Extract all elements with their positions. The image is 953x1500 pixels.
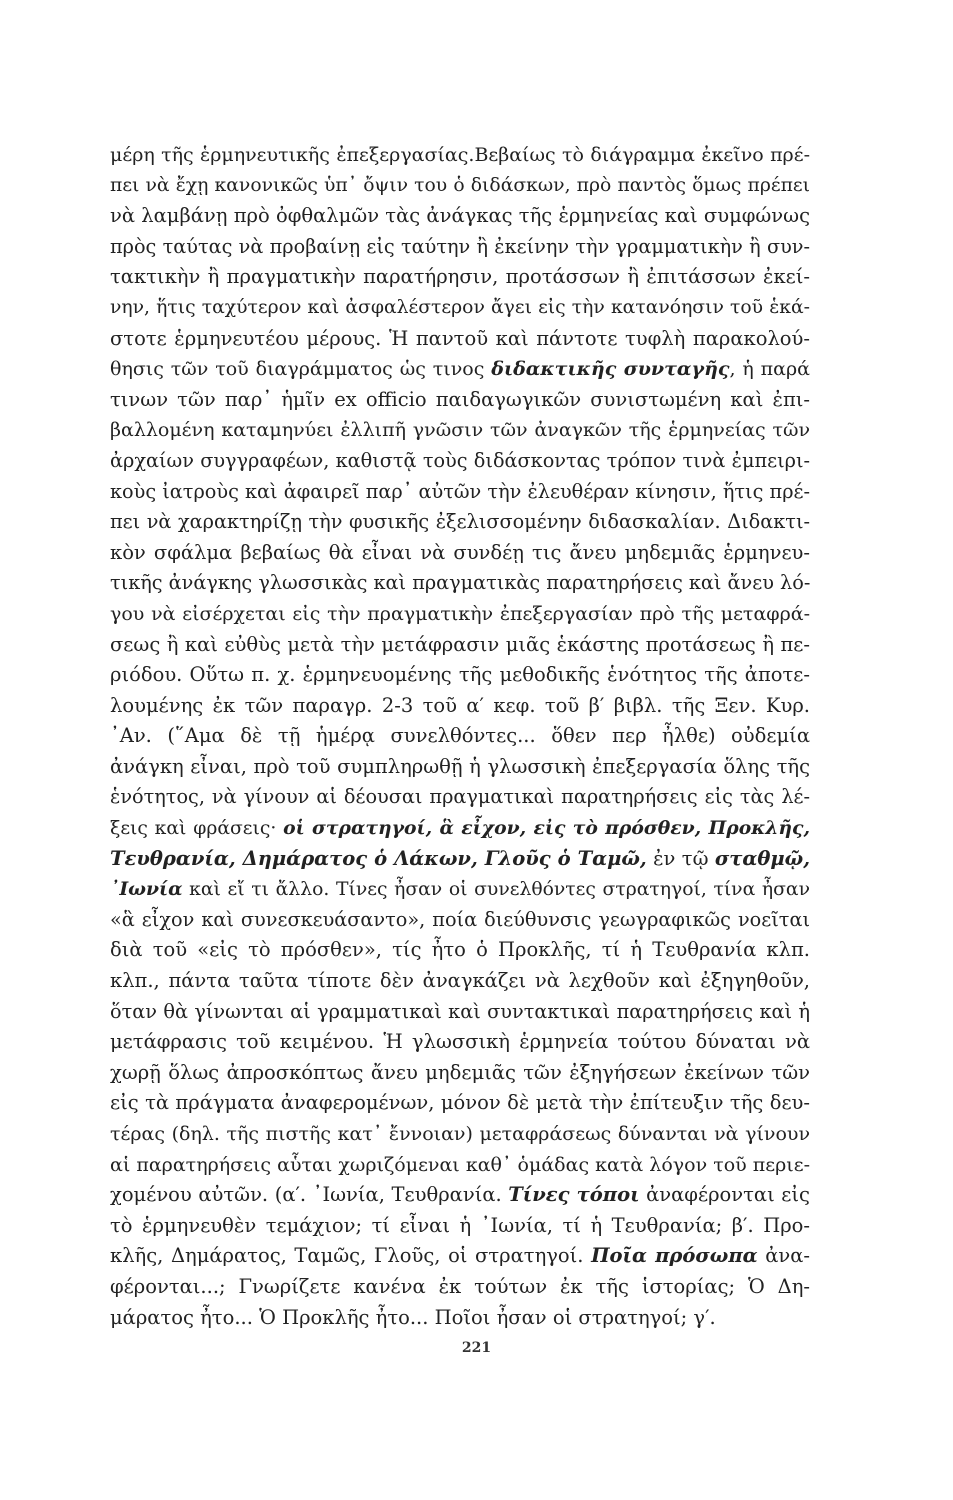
text-segment: τὸ ἑρμηνευθὲν τεμάχιον; τί εἶναι ἡ ᾿Ιωνία, τί ἡ Τευθρανία; β′. Προ- (110, 1213, 810, 1237)
text-segment: κλπ., πάντα ταῦτα τίποτε δὲν ἀναγκάζει νὰ λεχθοῦν καὶ ἐξηγηθοῦν, (110, 969, 810, 993)
text-line (110, 262, 810, 293)
text-segment: στοτε ἑρμηνευτέου μέρους. Ἡ παντοῦ καὶ πάντοτε τυφλὴ παρακολού- (110, 326, 810, 350)
text-line (110, 1211, 810, 1242)
text-segment: ᾿Αν. (῞Αμα δὲ τῇ ἡμέρᾳ συνελθόντες... ὅθεν περ ἦλθε) οὐδεμία (110, 724, 810, 748)
text-line (110, 905, 810, 936)
text-segment: ἑνότητος, νὰ γίνουν αἱ δέουσαι πραγματικαὶ παρατηρήσεις εἰς τὰς λέ- (110, 785, 810, 809)
body-text (110, 140, 810, 1333)
text-segment: κοὺς ἰατροὺς καὶ ἀφαιρεῖ παρ᾽ αὐτῶν τὴν ἐλευθέραν κίνησιν, ἥτις πρέ- (110, 479, 810, 503)
emphasized-text: Τίνες τόποι (508, 1183, 640, 1207)
text-segment: θησις τῶν τοῦ διαγράμματος ὡς τινος (110, 358, 492, 381)
text-segment: νὰ λαμβάνῃ πρὸ ὀφθαλμῶν τὰς ἀνάγκας τῆς ἑρμηνείας καὶ συμφώνως (110, 204, 810, 228)
text-segment: ὅταν θὰ γίνωνται αἱ γραμματικαὶ καὶ συντακτικαὶ παρατηρήσεις καὶ ἡ (110, 999, 810, 1023)
text-segment: φέρονται...; Γνωρίζετε κανένα ἐκ τούτων ἐκ τῆς ἱστορίας; Ὁ Δη- (110, 1274, 810, 1298)
text-line (110, 293, 810, 324)
text-line (110, 1180, 810, 1211)
emphasized-text: οἱ στρατηγοί, ἃ εἶχον, εἰς τὸ πρόσθεν, Προκλῆς, (283, 817, 810, 840)
emphasized-text: διδακτικῆς συνταγῆς (491, 358, 730, 381)
text-segment: χωρῇ ὅλως ἀπροσκόπτως ἄνευ μηδεμιᾶς τῶν ἐξηγήσεων ἐκείνων τῶν (110, 1060, 810, 1084)
text-segment: κλῆς, Δημάρατος, Ταμῶς, Γλοῦς, οἱ στρατηγοί. (110, 1244, 592, 1268)
text-segment: διὰ τοῦ «εἰς τὸ πρόσθεν», τίς ἦτο ὁ Προκλῆς, τί ἡ Τευθρανία κλπ. (110, 938, 810, 962)
text-line (110, 752, 810, 783)
text-segment: τακτικὴν ἢ πραγματικὴν παρατήρησιν, προτάσσων ἢ ἐπιτάσσων ἐκεί- (110, 265, 810, 289)
text-line (110, 324, 810, 355)
text-segment: «ἃ εἶχον καὶ συνεσκευάσαντο», ποία διεύθυνσις γεωγραφικῶς νοεῖται (110, 907, 810, 931)
text-segment: πρὸς ταύτας νὰ προβαίνῃ εἰς ταύτην ἢ ἐκείνην τὴν γραμματικὴν ἢ συν- (110, 234, 810, 258)
text-line (110, 874, 810, 905)
emphasized-text: Ποῖα πρόσωπα (591, 1244, 758, 1268)
text-line (110, 1027, 810, 1058)
text-line (110, 446, 810, 477)
text-line (110, 201, 810, 232)
text-segment: νην, ἥτις ταχύτερον καὶ ἀσφαλέστερον ἄγει εἰς τὴν κατανόησιν τοῦ ἑκά- (110, 296, 810, 318)
text-line (110, 630, 810, 661)
text-segment: , ἡ παρά (729, 358, 810, 381)
text-line (110, 477, 810, 508)
text-segment: ἀρχαίων συγγραφέων, καθιστᾷ τοὺς διδάσκοντας τρόπον τινὰ ἐμπειρι- (110, 448, 810, 472)
text-line (110, 1272, 810, 1303)
text-segment: κὸν σφάλμα βεβαίως θὰ εἶναι νὰ συνδέῃ τις ἄνευ μηδεμιᾶς ἑρμηνευ- (110, 540, 810, 564)
text-segment: βαλλομένη καταμηνύει ἐλλιπῆ γνῶσιν τῶν ἀναγκῶν τῆς ἑρμηνείας τῶν (110, 419, 810, 442)
text-line (110, 1241, 810, 1272)
text-line (110, 415, 810, 446)
text-line (110, 385, 810, 416)
text-line (110, 782, 810, 813)
text-segment: τέρας (δηλ. τῆς πιστῆς κατ᾽ ἔννοιαν) μεταφράσεως δύνανται νὰ γίνουν (110, 1123, 810, 1145)
text-line (110, 691, 810, 722)
text-segment: μάρατος ἦτο... Ὁ Προκλῆς ἦτο... Ποῖοι ἦσαν οἱ στρατηγοί; γ′. (110, 1305, 716, 1329)
text-line (110, 140, 810, 171)
text-segment: καὶ εἴ τι ἄλλο. Τίνες ἦσαν οἱ συνελθόντες στρατηγοί, τίνα ἦσαν (182, 879, 810, 901)
text-line (110, 844, 810, 875)
text-line (110, 813, 810, 844)
text-line (110, 1058, 810, 1089)
text-segment: εἰς τὰ πράγματα ἀναφερομένων, μόνον δὲ μετὰ τὴν ἐπίτευξιν τῆς δευ- (110, 1091, 810, 1115)
text-line (110, 721, 810, 752)
text-line (110, 599, 810, 630)
text-segment: χομένου αὐτῶν. (α′. ᾿Ιωνία, Τευθρανία. (110, 1183, 509, 1207)
text-segment: λουμένης ἐκ τῶν παραγρ. 2-3 τοῦ α′ κεφ. τοῦ β′ βιβλ. τῆς Ξεν. Κυρ. (110, 693, 810, 717)
text-segment: σεως ἢ καὶ εὐθὺς μετὰ τὴν μετάφρασιν μιᾶς ἑκάστης προτάσεως ἢ πε- (110, 632, 810, 656)
emphasized-text: σταθμῷ, (714, 846, 810, 870)
text-line (110, 1150, 810, 1181)
text-line (110, 1119, 810, 1150)
text-segment: γου νὰ εἰσέρχεται εἰς τὴν πραγματικὴν ἐπεξεργασίαν πρὸ τῆς μεταφρά- (110, 602, 810, 625)
text-segment: ἐν τῷ (646, 846, 715, 870)
text-segment: ριόδου. Οὕτω π. χ. ἑρμηνευομένης τῆς μεθοδικῆς ἑνότητος τῆς ἀποτε- (110, 663, 810, 687)
text-segment: ξεις καὶ φράσεις· (110, 818, 284, 840)
text-segment: πει νὰ ἔχῃ κανονικῶς ὑπ᾽ ὄψιν του ὁ διδάσκων, πρὸ παντὸς ὅμως πρέπει (110, 174, 810, 196)
text-line (110, 171, 810, 202)
text-line (110, 538, 810, 569)
text-line (110, 507, 810, 538)
text-segment: ἀνάγκη εἶναι, πρὸ τοῦ συμπληρωθῇ ἡ γλωσσικὴ ἐπεξεργασία ὅλης τῆς (110, 754, 810, 778)
text-segment: μέρη τῆς ἑρμηνευτικῆς ἐπεξεργασίας.Βεβαίως τὸ διάγραμμα ἐκεῖνο πρέ- (110, 144, 810, 166)
text-line (110, 935, 810, 966)
text-line (110, 568, 810, 599)
emphasized-text: ᾿Ιωνία (110, 878, 183, 901)
emphasized-text: Τευθρανία, Δημάρατος ὁ Λάκων, Γλοῦς ὁ Ταμῶ, (110, 846, 647, 870)
text-line (110, 354, 810, 385)
text-segment: αἱ παρατηρήσεις αὗται χωριζόμεναι καθ᾽ ὁμάδας κατὰ λόγον τοῦ περιε- (110, 1153, 810, 1176)
text-line (110, 1303, 810, 1334)
text-segment: πει νὰ χαρακτηρίζῃ τὴν φυσικῆς ἐξελισσομένην διδασκαλίαν. Διδακτι- (110, 510, 810, 534)
text-segment: τινων τῶν παρ᾽ ἡμῖν ex officio παιδαγωγικῶν συνιστωμένη καὶ ἐπι- (110, 387, 810, 411)
text-segment: τικῆς ἀνάγκης γλωσσικὰς καὶ πραγματικὰς παρατηρήσεις καὶ ἄνευ λό- (110, 571, 811, 595)
text-segment: ἀναφέρονται εἰς (639, 1183, 810, 1207)
text-line (110, 232, 810, 263)
text-line (110, 997, 810, 1028)
text-line (110, 1088, 810, 1119)
text-segment: μετάφρασις τοῦ κειμένου. Ἡ γλωσσικὴ ἑρμηνεία τούτου δύναται νὰ (110, 1030, 810, 1054)
page-number: 221 (461, 1340, 492, 1356)
text-line (110, 660, 810, 691)
text-segment: ἀνα- (757, 1244, 810, 1268)
text-line (110, 966, 810, 997)
